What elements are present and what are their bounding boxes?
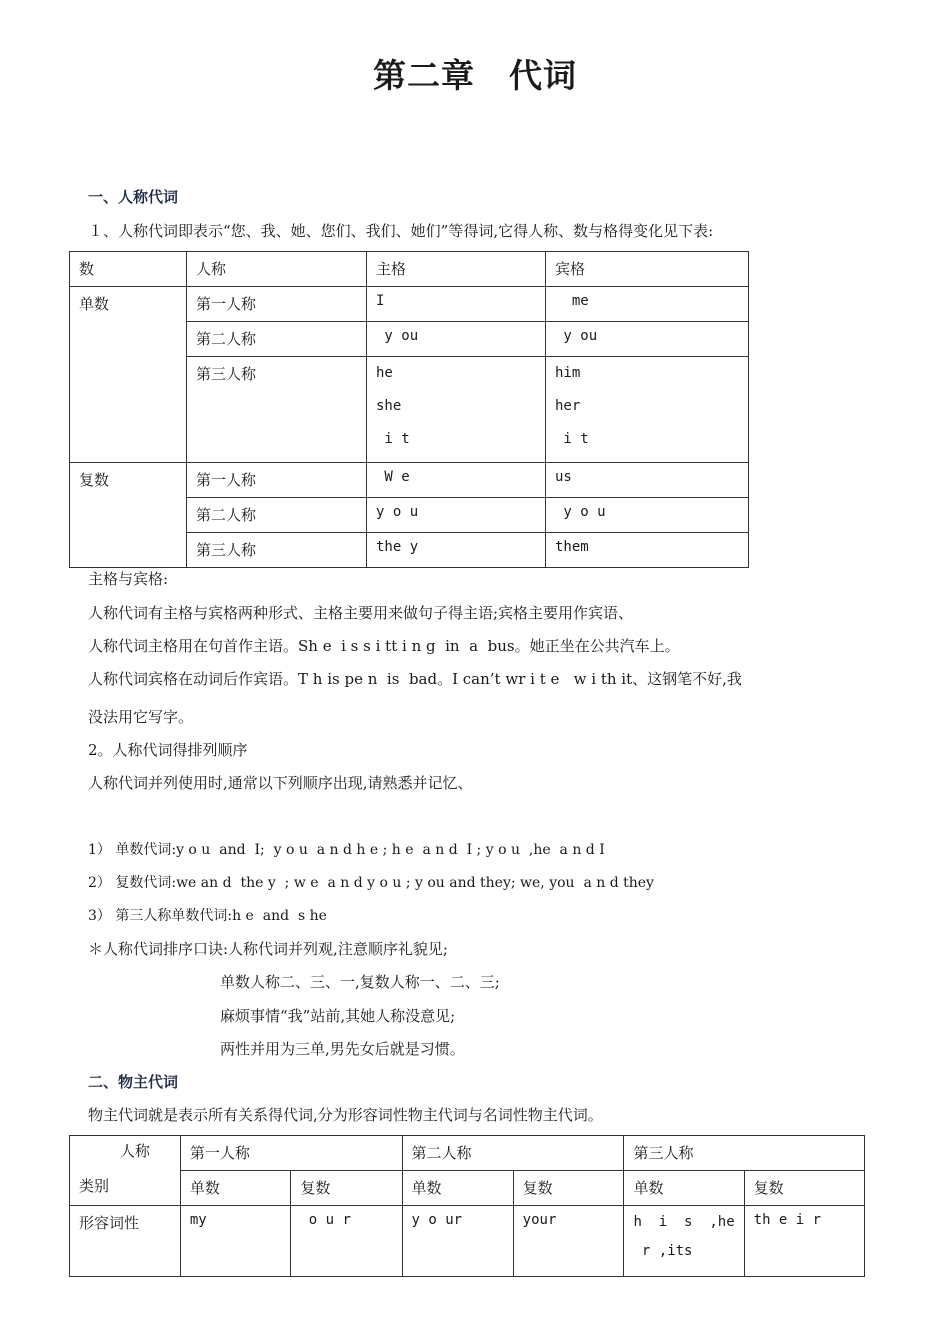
nominative-cell: W e <box>367 463 546 498</box>
header-cell: 主格 <box>367 252 546 287</box>
table-header-row <box>70 1136 865 1171</box>
person-cell: 第二人称 <box>187 322 367 357</box>
note-line: 没法用它写字。 <box>88 708 194 726</box>
table-row <box>70 287 749 322</box>
number-header: 单数 <box>624 1171 744 1206</box>
number-header: 复数 <box>744 1171 864 1206</box>
possessive-its: r ,its <box>633 1243 693 1259</box>
corner-cell <box>70 1136 181 1206</box>
possessive-cell: th e i r <box>744 1206 864 1277</box>
possessive-cell: o u r <box>291 1206 402 1277</box>
number-cell-singular: 单数 <box>70 287 187 463</box>
order-line: 1） 单数代词:y o u and I; y o u a n d h e ; h e a n d I ; y o u ,he a n d I <box>88 842 605 858</box>
note-line: 2。人称代词得排列顺序 <box>88 741 248 759</box>
nominative-it: i t <box>376 431 410 447</box>
objective-cell: y o u <box>546 498 749 533</box>
order-line: 3） 第三人称单数代词:h e and s he <box>88 908 327 924</box>
person-cell: 第三人称 <box>187 357 367 463</box>
objective-it: i t <box>555 431 589 447</box>
nominative-he: he <box>376 365 393 381</box>
number-cell-plural: 复数 <box>70 463 187 568</box>
table-header-row <box>70 1171 865 1206</box>
objective-cell: y ou <box>546 322 749 357</box>
nominative-cell <box>367 357 546 463</box>
corner-top-label: 人称 <box>119 1142 150 1160</box>
note-line: 人称代词有主格与宾格两种形式、主格主要用来做句子得主语;宾格主要用作宾语、 <box>88 604 634 622</box>
header-cell: 宾格 <box>546 252 749 287</box>
person-cell: 第二人称 <box>187 498 367 533</box>
order-line: 2） 复数代词:we an d the y ; w e a n d y o u ; y ou and they; we, you a n d they <box>88 875 654 891</box>
possessive-his-her: h i s ,he <box>633 1214 735 1230</box>
note-line: 主格与宾格: <box>88 570 169 588</box>
page-title: 第二章 代词 <box>373 56 577 95</box>
possessive-cell <box>624 1206 744 1277</box>
number-header: 单数 <box>402 1171 513 1206</box>
possessive-pronoun-table <box>69 1135 865 1277</box>
nominative-cell: y ou <box>367 322 546 357</box>
table-row <box>70 463 749 498</box>
rhyme-line: 麻烦事情“我”站前,其她人称没意见; <box>220 1007 456 1025</box>
header-cell: 人称 <box>187 252 367 287</box>
note-line: 人称代词宾格在动词后作宾语。T h is pe n is bad。I can’t wr i t e w i th it、这钢笔不好,我 <box>88 670 742 688</box>
personal-pronoun-table <box>69 251 749 568</box>
possessive-cell: my <box>180 1206 291 1277</box>
possessive-cell: your <box>513 1206 624 1277</box>
person-header: 第一人称 <box>180 1136 402 1171</box>
section-intro: １、人称代词即表示“您、我、她、您们、我们、她们”等得词,它得人称、数与格得变化见下表: <box>88 222 714 240</box>
objective-cell: them <box>546 533 749 568</box>
row-label: 形容词性 <box>70 1206 181 1277</box>
nominative-cell: y o u <box>367 498 546 533</box>
objective-cell: me <box>546 287 749 322</box>
note-line: 人称代词主格用在句首作主语。Sh e i s s i tt i n g in a bus。她正坐在公共汽车上。 <box>88 637 680 655</box>
person-cell: 第三人称 <box>187 533 367 568</box>
header-cell: 数 <box>70 252 187 287</box>
objective-her: her <box>555 398 581 414</box>
section-heading-personal-pronouns: 一、人称代词 <box>88 188 179 206</box>
nominative-cell: the y <box>367 533 546 568</box>
number-header: 复数 <box>291 1171 402 1206</box>
nominative-cell: I <box>367 287 546 322</box>
table-row <box>70 1206 865 1277</box>
number-header: 单数 <box>180 1171 291 1206</box>
possessive-cell: y o ur <box>402 1206 513 1277</box>
objective-him: him <box>555 365 581 381</box>
rhyme-line: 单数人称二、三、一,复数人称一、二、三; <box>220 973 500 991</box>
nominative-she: she <box>376 398 402 414</box>
note-line: 人称代词并列使用时,通常以下列顺序出现,请熟悉并记忆、 <box>88 774 473 792</box>
person-cell: 第一人称 <box>187 463 367 498</box>
section-heading-possessive-pronouns: 二、物主代词 <box>88 1073 179 1091</box>
table-header-row <box>70 252 749 287</box>
person-header: 第三人称 <box>624 1136 865 1171</box>
objective-cell: us <box>546 463 749 498</box>
person-header: 第二人称 <box>402 1136 624 1171</box>
number-header: 复数 <box>513 1171 624 1206</box>
rhyme-line: ＊人称代词排序口诀:人称代词并列观,注意顺序礼貌见; <box>88 940 448 958</box>
objective-cell <box>546 357 749 463</box>
corner-bottom-label: 类别 <box>79 1177 110 1195</box>
rhyme-line: 两性并用为三单,男先女后就是习惯。 <box>220 1040 465 1058</box>
section-intro: 物主代词就是表示所有关系得代词,分为形容词性物主代词与名词性物主代词。 <box>88 1106 603 1124</box>
person-cell: 第一人称 <box>187 287 367 322</box>
